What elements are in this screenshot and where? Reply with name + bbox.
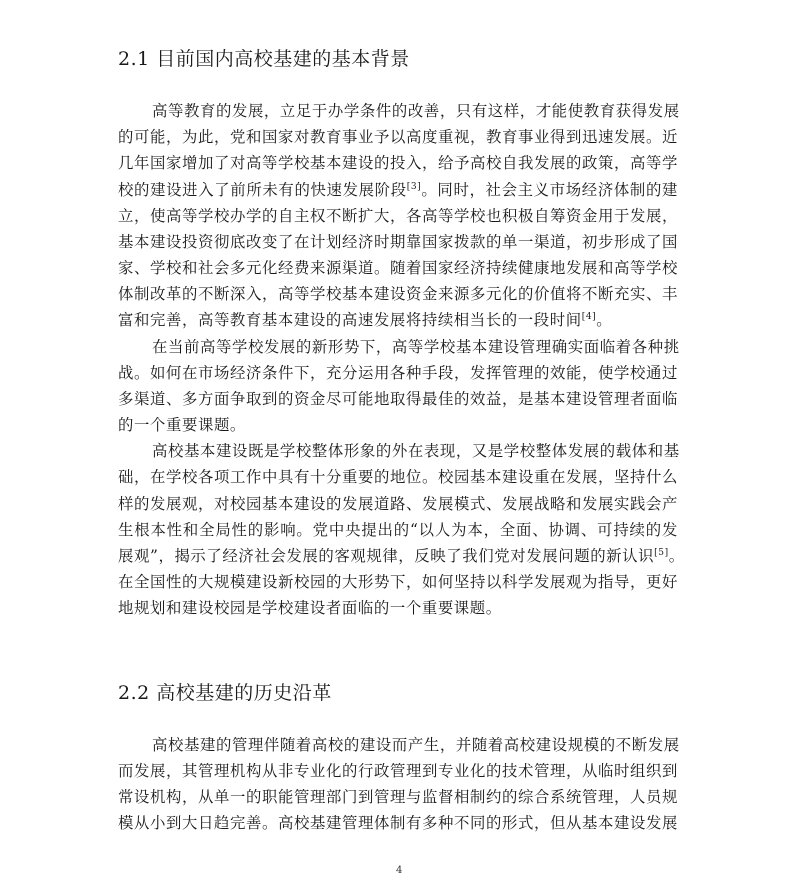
paragraph-line: 战。如何在市场经济条件下，充分运用各种手段，发挥管理的效能，使学校通过	[118, 364, 678, 382]
paragraph-line: 体制改革的不断深入，高等学校基本建设资金来源多元化的价值将不断充实、丰	[118, 285, 678, 303]
paragraph-line: 多渠道、多方面争取到的资金尽可能地取得最佳的效益，是基本建设管理者面临	[118, 390, 678, 408]
line-text: 富和完善，高等教育基本建设的高速发展将持续相当长的一段时间	[118, 311, 582, 329]
paragraph-line: 高校基本建设既是学校整体形象的外在表现，又是学校整体发展的载体和基	[152, 442, 680, 460]
paragraph-line: 高校基建的管理伴随着高校的建设而产生，并随着高校建设规模的不断发展	[152, 736, 680, 754]
paragraph-line: 基本建设投资彻底改变了在计划经济时期靠国家拨款的单一渠道，初步形成了国	[118, 233, 678, 251]
line-text: 校的建设进入了前所未有的快速发展阶段	[118, 181, 407, 199]
citation-ref[interactable]: [4]	[581, 312, 597, 322]
paragraph-line: 模从小到大日趋完善。高校基建管理体制有多种不同的形式，但从基本建设发展	[118, 814, 678, 832]
line-text: 展观”，揭示了经济社会发展的客观规律，反映了我们党对发展问题的新认识	[118, 547, 655, 565]
citation-ref[interactable]: [5]	[654, 548, 669, 558]
line-text-tail: 。同时，社会主义市场经济体制的建	[421, 181, 678, 199]
line-text-tail: 。	[668, 547, 685, 565]
page-number: 4	[396, 865, 403, 876]
paragraph-line: 地规划和建设校园是学校建设者面临的一个重要课题。	[118, 599, 502, 617]
paragraph-line: 生根本性和全局性的影响。党中央提出的“以人为本，全面、协调、可持续的发	[118, 521, 678, 539]
section-heading-2-1: 2.1 目前国内高校基建的基本背景	[118, 48, 410, 70]
paragraph-line-with-citation	[118, 546, 685, 566]
paragraph-line: 础，在学校各项工作中具有十分重要的地位。校园基本建设重在发展，坚持什么	[118, 468, 678, 486]
paragraph-line-with-citation	[118, 180, 678, 200]
paragraph-line: 在全国性的大规模建设新校园的大形势下，如何坚持以科学发展观为指导，更好	[118, 573, 678, 591]
paragraph-line: 在当前高等学校发展的新形势下，高等学校基本建设管理确实面临着各种挑	[152, 338, 680, 356]
paragraph-line: 家、学校和社会多元化经费来源渠道。随着国家经济持续健康地发展和高等学校	[118, 259, 678, 277]
paragraph-line: 的可能，为此，党和国家对教育事业予以高度重视，教育事业得到迅速发展。近	[118, 128, 678, 146]
paragraph-line: 而发展，其管理机构从非专业化的行政管理到专业化的技术管理，从临时组织到	[118, 762, 678, 780]
citation-ref[interactable]: [3]	[406, 182, 422, 192]
paragraph-line: 立，使高等学校办学的自主权不断扩大，各高等学校也积极自筹资金用于发展，	[118, 207, 678, 225]
paragraph-line: 样的发展观，对校园基本建设的发展道路、发展模式、发展战略和发展实践会产	[118, 495, 678, 513]
paragraph-line: 的一个重要课题。	[118, 416, 246, 434]
section-heading-2-2: 2.2 高校基建的历史沿革	[118, 682, 332, 704]
paragraph-line-with-citation	[118, 310, 678, 330]
line-text-tail: 。	[596, 311, 613, 329]
paragraph-line: 高等教育的发展，立足于办学条件的改善，只有这样，才能使教育获得发展	[152, 102, 680, 120]
paragraph-line: 几年国家增加了对高等学校基本建设的投入，给予高校自我发展的政策，高等学	[118, 154, 678, 172]
paragraph-line: 常设机构，从单一的职能管理部门到管理与监督相制约的综合系统管理，人员规	[118, 788, 678, 806]
